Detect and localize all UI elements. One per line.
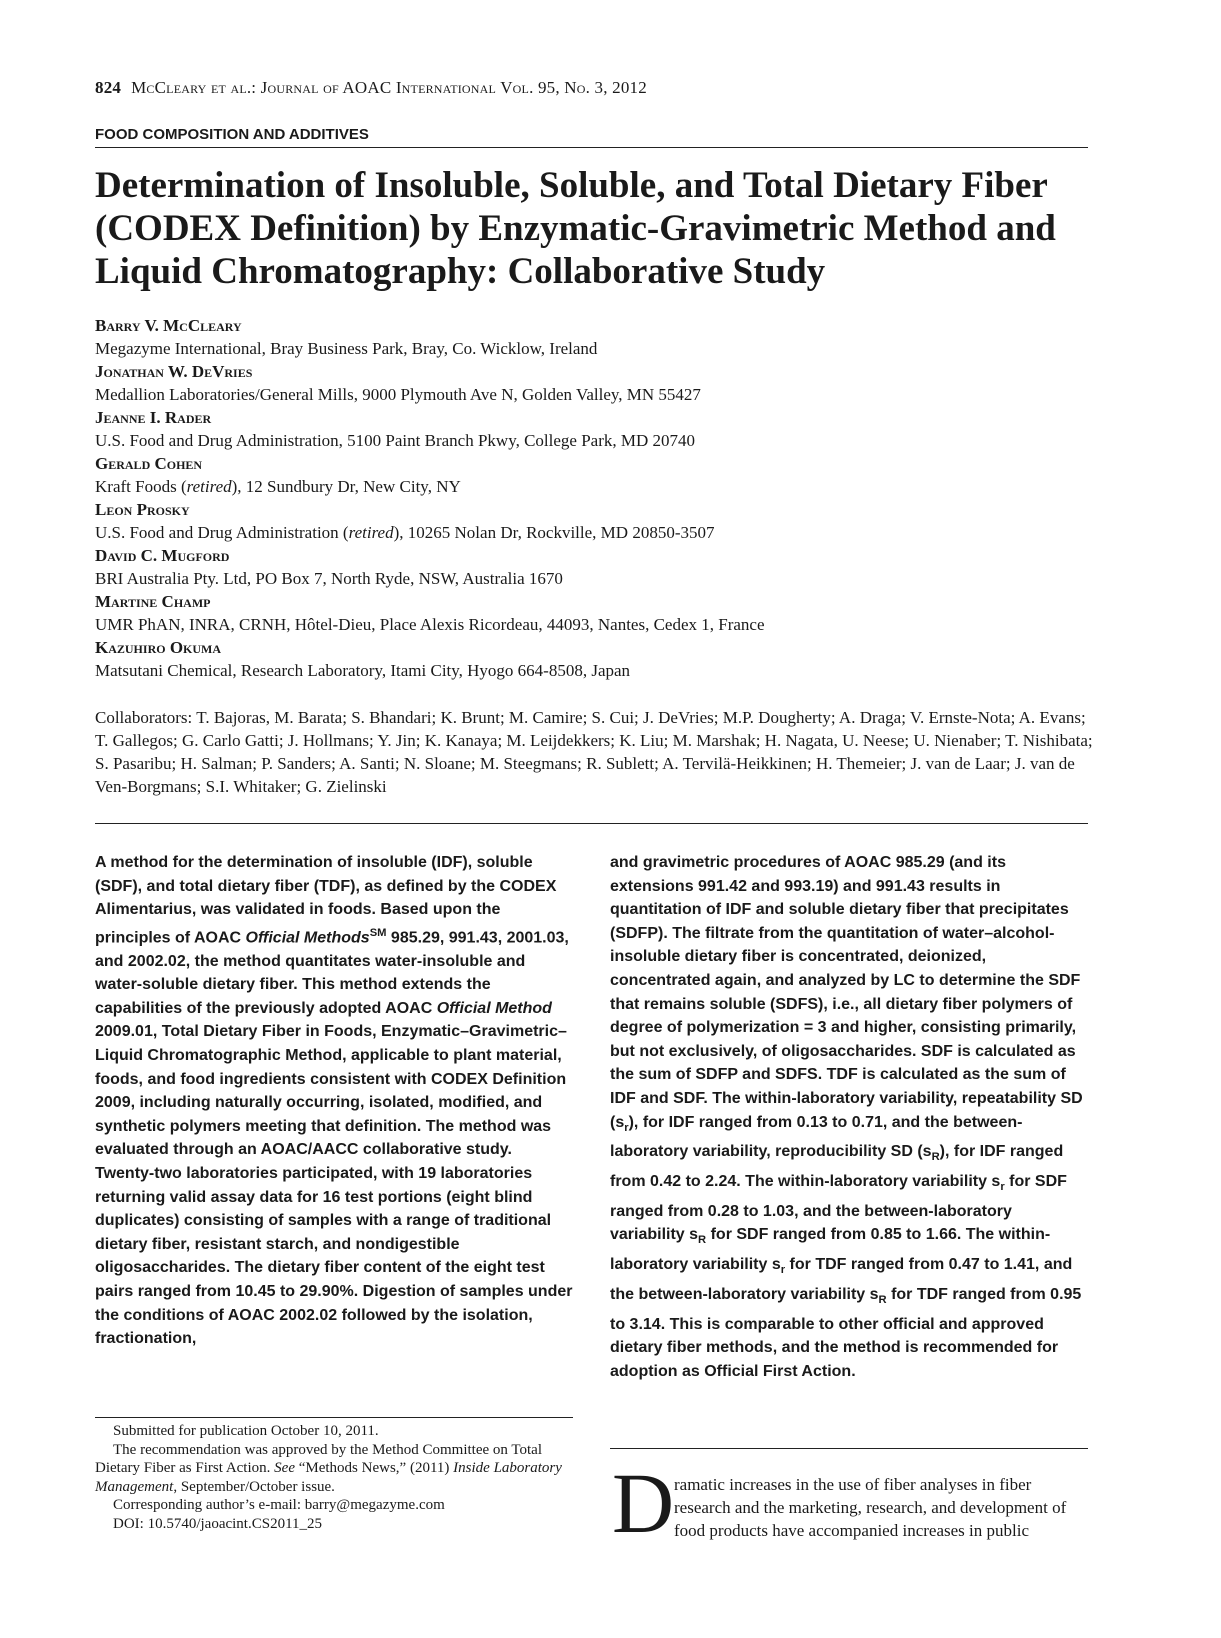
abstract-end-divider [610,1448,1088,1449]
author-name: Gerald Cohen [95,454,203,473]
footnote-submitted: Submitted for publication October 10, 2011. [113,1423,379,1439]
author-name: Barry V. McCleary [95,316,242,335]
drop-cap: D [612,1455,675,1551]
author-affiliation: UMR PhAN, INRA, CRNH, Hôtel-Dieu, Place Alexis Ricordeau, 44093, Nantes, Cedex 1, France [95,615,765,634]
author-affiliation: U.S. Food and Drug Administration, 5100 Paint Branch Pkwy, College Park, MD 20740 [95,431,696,450]
author-affiliation: U.S. Food and Drug Administration (retired), 10265 Nolan Dr, Rockville, MD 20850-3507 [95,523,715,542]
footnote-recommendation: The recommendation was approved by the Method Committee on Total Dietary Fiber as First Action. See “Methods News,” (2011) Inside Laboratory Management, September/October issue. [95,1441,562,1495]
author-name: Jeanne I. Rader [95,408,212,427]
author-affiliation: Medallion Laboratories/General Mills, 9000 Plymouth Ave N, Golden Valley, MN 55427 [95,385,701,404]
author-name: David C. Mugford [95,546,230,565]
running-head [95,78,647,98]
author-name: Martine Champ [95,592,211,611]
author-name: Jonathan W. DeVries [95,362,253,381]
author-name: Kazuhiro Okuma [95,638,222,657]
author-affiliation: Megazyme International, Bray Business Park, Bray, Co. Wicklow, Ireland [95,339,598,358]
section-label: FOOD COMPOSITION AND ADDITIVES [95,126,369,143]
abstract-column-left: A method for the determination of insoluble (IDF), soluble (SDF), and total dietary fiber (TDF), as defined by the CODEX Alimentarius, was validated in foods. Based upon the principles of AOAC Official Methods℠ 985.29, 991.43, 2001.03, and 2002.02, the method quantitates water-insoluble and water-soluble dietary fiber. This method extends the capabilities of the previously adopted AOAC Official Method 2009.01, Total Dietary Fiber in Foods, Enzymatic–Gravimetric–Liquid Chromatographic Method, applicable to plant material, foods, and food ingredients consistent with CODEX Definition 2009, including naturally occurring, isolated, modified, and synthetic polymers meeting that definition. The method was evaluated through an AOAC/AACC collaborative study. Twenty-two laboratories participated, with 19 laboratories returning valid assay data for 16 test portions (eight blind duplicates) consisting of samples with a range of traditional dietary fiber, resistant starch, and nondigestible oligosaccharides. The dietary fiber content of the eight test pairs ranged from 10.45 to 29.90%. Digestion of samples under the conditions of AOAC 2002.02 followed by the isolation, fractionation, [95,854,573,1348]
collaborators: Collaborators: T. Bajoras, M. Barata; S. Bhandari; K. Brunt; M. Camire; S. Cui; J. DeVries; M.P. Dougherty; A. Draga; V. Ernste-Nota; A. Evans; T. Gallegos; G. Carlo Gatti; J. Hollmans; Y. Jin; K. Kanaya; M. Leijdekkers; K. Liu; M. Marshak; H. Nagata, U. Neese; U. Nienaber; T. Nishibata; S. Pasaribu; H. Salman; P. Sanders; A. Santi; N. Sloane; M. Steegmans; R. Sublett; A. Tervilä-Heikkinen; H. Themeier; J. van de Laar; J. van de Ven-Borgmans; S.I. Whitaker; G. Zielinski [95,708,1093,796]
abstract-column-right: and gravimetric procedures of AOAC 985.29 (and its extensions 991.42 and 993.19) and 991.43 results in quantitation of IDF and soluble dietary fiber that precipitates (SDFP). The filtrate from the quantitation of water–alcohol-insoluble dietary fiber is concentrated, deionized, concentrated again, and analyzed by LC to determine the SDF that remains soluble (SDFS), i.e., all dietary fiber polymers of degree of polymerization = 3 and higher, consisting primarily, but not exclusively, of oligosaccharides. SDF is calculated as the sum of SDFP and SDFS. TDF is calculated as the sum of IDF and SDF. The within-laboratory variability, repeatability SD $(s_r)$, for IDF ranged from 0.13 to 0.71, and the between-laboratory variability, reproducibility SD $(s_R)$, for IDF ranged from 0.42 to 2.24. The within-laboratory variability $s_r$ for SDF ranged from 0.28 to 1.03, and the between-laboratory variability $s_R$ for SDF ranged from 0.85 to 1.66. The within-laboratory variability $s_r$ for TDF ranged from 0.47 to 1.41, and the between-laboratory variability $s_R$ for TDF ranged from 0.95 to 3.14. This is comparable to other official and approved dietary fiber methods, and the method is recommended for adoption as Official First Action. [610,854,1083,1380]
footnote-doi: DOI: 10.5740/jaoacint.CS2011_25 [113,1515,323,1532]
author-affiliation: Matsutani Chemical, Research Laboratory, Itami City, Hyogo 664-8508, Japan [95,661,631,680]
author-affiliation: Kraft Foods (retired), 12 Sundbury Dr, New City, NY [95,477,461,496]
intro-paragraph: ramatic increases in the use of fiber analyses in fiber research and the marketing, research, and development of food products have accompanied increases in public [674,1475,1067,1540]
article-title: Determination of Insoluble, Soluble, and Total Dietary Fiber (CODEX Definition) by Enzymatic-Gravimetric Method and Liquid Chromatography: Collaborative Study [95,165,1056,292]
footnote-divider [95,1417,573,1418]
footnotes [95,1422,575,1534]
journal-citation: McCleary et al.: Journal of AOAC International Vol. 95, No. 3, 2012 [131,78,647,97]
page-number: 824 [95,78,122,97]
author-name: Leon Prosky [95,500,190,519]
section-divider [95,147,1088,148]
author-affiliation: BRI Australia Pty. Ltd, PO Box 7, North Ryde, NSW, Australia 1670 [95,569,563,588]
footnote-email: Corresponding author’s e-mail: barry@megazyme.com [113,1497,445,1514]
author-list [95,314,1095,682]
header-divider [95,823,1088,824]
